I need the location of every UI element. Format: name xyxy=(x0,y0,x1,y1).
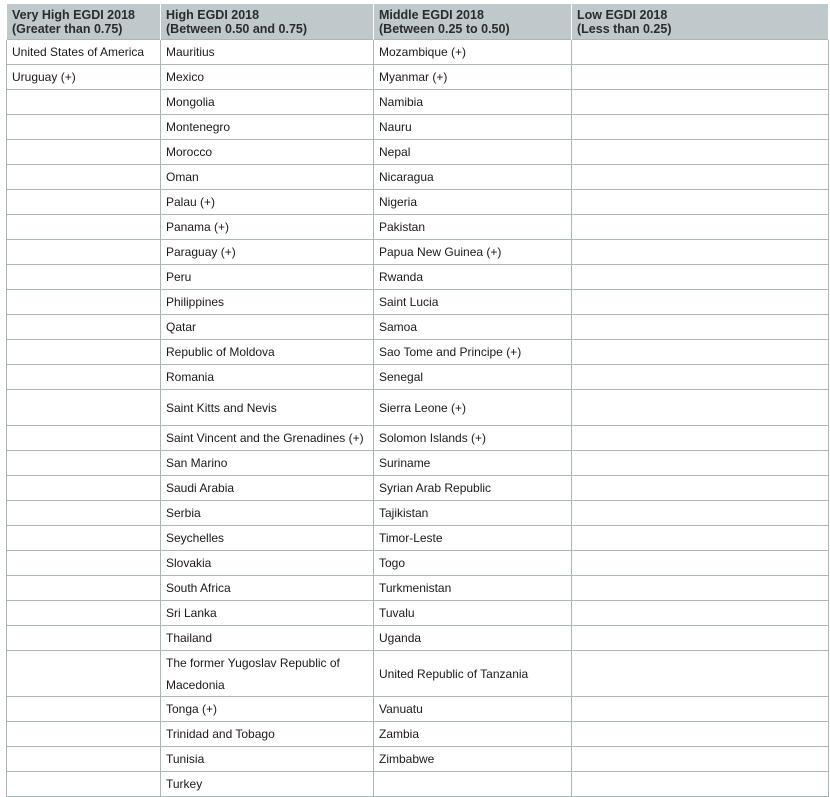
low-cell xyxy=(572,65,829,90)
middle-cell xyxy=(374,772,572,797)
high-cell: Mauritius xyxy=(161,40,374,65)
high-cell: Tunisia xyxy=(161,747,374,772)
low-cell xyxy=(572,476,829,501)
very-high-cell xyxy=(7,426,161,451)
high-cell: Saint Vincent and the Grenadines (+) xyxy=(161,426,374,451)
very-high-cell xyxy=(7,240,161,265)
very-high-cell xyxy=(7,390,161,426)
middle-cell: Solomon Islands (+) xyxy=(374,426,572,451)
table-row xyxy=(7,501,829,526)
table-row xyxy=(7,697,829,722)
high-cell: Oman xyxy=(161,165,374,190)
high-cell: Trinidad and Tobago xyxy=(161,722,374,747)
header-low xyxy=(572,4,829,40)
middle-cell: Nicaragua xyxy=(374,165,572,190)
very-high-cell xyxy=(7,140,161,165)
very-high-cell xyxy=(7,772,161,797)
middle-cell: Papua New Guinea (+) xyxy=(374,240,572,265)
middle-cell: Tajikistan xyxy=(374,501,572,526)
very-high-cell xyxy=(7,501,161,526)
very-high-cell xyxy=(7,576,161,601)
low-cell xyxy=(572,451,829,476)
table-row xyxy=(7,190,829,215)
egdi-table xyxy=(6,4,829,797)
header-title: Middle EGDI 2018 xyxy=(379,8,484,22)
table-row xyxy=(7,365,829,390)
middle-cell: Nauru xyxy=(374,115,572,140)
low-cell xyxy=(572,651,829,697)
very-high-cell: Uruguay (+) xyxy=(7,65,161,90)
table-row xyxy=(7,722,829,747)
low-cell xyxy=(572,290,829,315)
middle-cell: Suriname xyxy=(374,451,572,476)
very-high-cell: United States of America xyxy=(7,40,161,65)
low-cell xyxy=(572,576,829,601)
high-cell: Slovakia xyxy=(161,551,374,576)
very-high-cell xyxy=(7,601,161,626)
low-cell xyxy=(572,772,829,797)
low-cell xyxy=(572,722,829,747)
low-cell xyxy=(572,601,829,626)
high-cell: Sri Lanka xyxy=(161,601,374,626)
middle-cell: Namibia xyxy=(374,90,572,115)
table-row xyxy=(7,315,829,340)
middle-cell: Rwanda xyxy=(374,265,572,290)
table-row xyxy=(7,115,829,140)
table-row xyxy=(7,526,829,551)
very-high-cell xyxy=(7,697,161,722)
table-row xyxy=(7,215,829,240)
high-cell: Romania xyxy=(161,365,374,390)
low-cell xyxy=(572,390,829,426)
high-cell: Paraguay (+) xyxy=(161,240,374,265)
middle-cell: Senegal xyxy=(374,365,572,390)
table-row xyxy=(7,340,829,365)
middle-cell: Sierra Leone (+) xyxy=(374,390,572,426)
low-cell xyxy=(572,190,829,215)
very-high-cell xyxy=(7,115,161,140)
very-high-cell xyxy=(7,626,161,651)
header-title: High EGDI 2018 xyxy=(166,8,260,22)
high-cell: Philippines xyxy=(161,290,374,315)
very-high-cell xyxy=(7,340,161,365)
middle-cell: Syrian Arab Republic xyxy=(374,476,572,501)
high-cell: Tonga (+) xyxy=(161,697,374,722)
high-cell: Seychelles xyxy=(161,526,374,551)
very-high-cell xyxy=(7,315,161,340)
high-cell: Morocco xyxy=(161,140,374,165)
low-cell xyxy=(572,115,829,140)
high-cell: Thailand xyxy=(161,626,374,651)
middle-cell: Nigeria xyxy=(374,190,572,215)
very-high-cell xyxy=(7,165,161,190)
middle-cell: Zimbabwe xyxy=(374,747,572,772)
table-row xyxy=(7,90,829,115)
very-high-cell xyxy=(7,451,161,476)
table-row xyxy=(7,265,829,290)
middle-cell: Pakistan xyxy=(374,215,572,240)
middle-cell: Vanuatu xyxy=(374,697,572,722)
header-middle xyxy=(374,4,572,40)
high-cell: Mongolia xyxy=(161,90,374,115)
low-cell xyxy=(572,340,829,365)
middle-cell: Sao Tome and Principe (+) xyxy=(374,340,572,365)
high-cell: Qatar xyxy=(161,315,374,340)
low-cell xyxy=(572,426,829,451)
header-very-high xyxy=(7,4,161,40)
table-row xyxy=(7,240,829,265)
middle-cell: Samoa xyxy=(374,315,572,340)
high-cell: Turkey xyxy=(161,772,374,797)
low-cell xyxy=(572,626,829,651)
low-cell xyxy=(572,747,829,772)
header-range: (Between 0.50 and 0.75) xyxy=(166,22,308,36)
table-header xyxy=(7,4,829,40)
high-cell: The former Yugoslav Republic of Macedonia xyxy=(161,651,374,697)
table-row xyxy=(7,551,829,576)
middle-cell: Uganda xyxy=(374,626,572,651)
low-cell xyxy=(572,365,829,390)
low-cell xyxy=(572,165,829,190)
high-cell: Saudi Arabia xyxy=(161,476,374,501)
middle-cell: Nepal xyxy=(374,140,572,165)
very-high-cell xyxy=(7,526,161,551)
high-cell: Mexico xyxy=(161,65,374,90)
very-high-cell xyxy=(7,215,161,240)
middle-cell: Turkmenistan xyxy=(374,576,572,601)
table-row xyxy=(7,476,829,501)
middle-cell: Zambia xyxy=(374,722,572,747)
very-high-cell xyxy=(7,265,161,290)
high-cell: Panama (+) xyxy=(161,215,374,240)
table-row xyxy=(7,165,829,190)
table-row xyxy=(7,747,829,772)
middle-cell: Mozambique (+) xyxy=(374,40,572,65)
very-high-cell xyxy=(7,190,161,215)
header-range: (Greater than 0.75) xyxy=(12,22,123,36)
low-cell xyxy=(572,315,829,340)
very-high-cell xyxy=(7,747,161,772)
header-title: Very High EGDI 2018 xyxy=(12,8,135,22)
low-cell xyxy=(572,265,829,290)
low-cell xyxy=(572,501,829,526)
middle-cell: United Republic of Tanzania xyxy=(374,651,572,697)
low-cell xyxy=(572,526,829,551)
table-row xyxy=(7,651,829,697)
middle-cell: Myanmar (+) xyxy=(374,65,572,90)
very-high-cell xyxy=(7,290,161,315)
high-cell: Republic of Moldova xyxy=(161,340,374,365)
very-high-cell xyxy=(7,722,161,747)
middle-cell: Togo xyxy=(374,551,572,576)
high-cell: Montenegro xyxy=(161,115,374,140)
header-range: (Between 0.25 to 0.50) xyxy=(379,22,510,36)
middle-cell: Saint Lucia xyxy=(374,290,572,315)
high-cell: Peru xyxy=(161,265,374,290)
header-high xyxy=(161,4,374,40)
very-high-cell xyxy=(7,551,161,576)
high-cell: San Marino xyxy=(161,451,374,476)
low-cell xyxy=(572,90,829,115)
high-cell: Serbia xyxy=(161,501,374,526)
table-row xyxy=(7,290,829,315)
table-row xyxy=(7,65,829,90)
high-cell: South Africa xyxy=(161,576,374,601)
very-high-cell xyxy=(7,651,161,697)
very-high-cell xyxy=(7,90,161,115)
header-range: (Less than 0.25) xyxy=(577,22,672,36)
middle-cell: Timor-Leste xyxy=(374,526,572,551)
low-cell xyxy=(572,240,829,265)
low-cell xyxy=(572,140,829,165)
table-row xyxy=(7,451,829,476)
table-row xyxy=(7,426,829,451)
very-high-cell xyxy=(7,476,161,501)
low-cell xyxy=(572,40,829,65)
low-cell xyxy=(572,697,829,722)
table-row xyxy=(7,390,829,426)
table-row xyxy=(7,626,829,651)
table-row xyxy=(7,40,829,65)
table-row xyxy=(7,140,829,165)
low-cell xyxy=(572,551,829,576)
table-row xyxy=(7,772,829,797)
table-row xyxy=(7,601,829,626)
header-title: Low EGDI 2018 xyxy=(577,8,668,22)
table-row xyxy=(7,576,829,601)
middle-cell: Tuvalu xyxy=(374,601,572,626)
low-cell xyxy=(572,215,829,240)
very-high-cell xyxy=(7,365,161,390)
high-cell: Palau (+) xyxy=(161,190,374,215)
table-body xyxy=(7,40,829,797)
header-row xyxy=(7,4,829,40)
high-cell: Saint Kitts and Nevis xyxy=(161,390,374,426)
